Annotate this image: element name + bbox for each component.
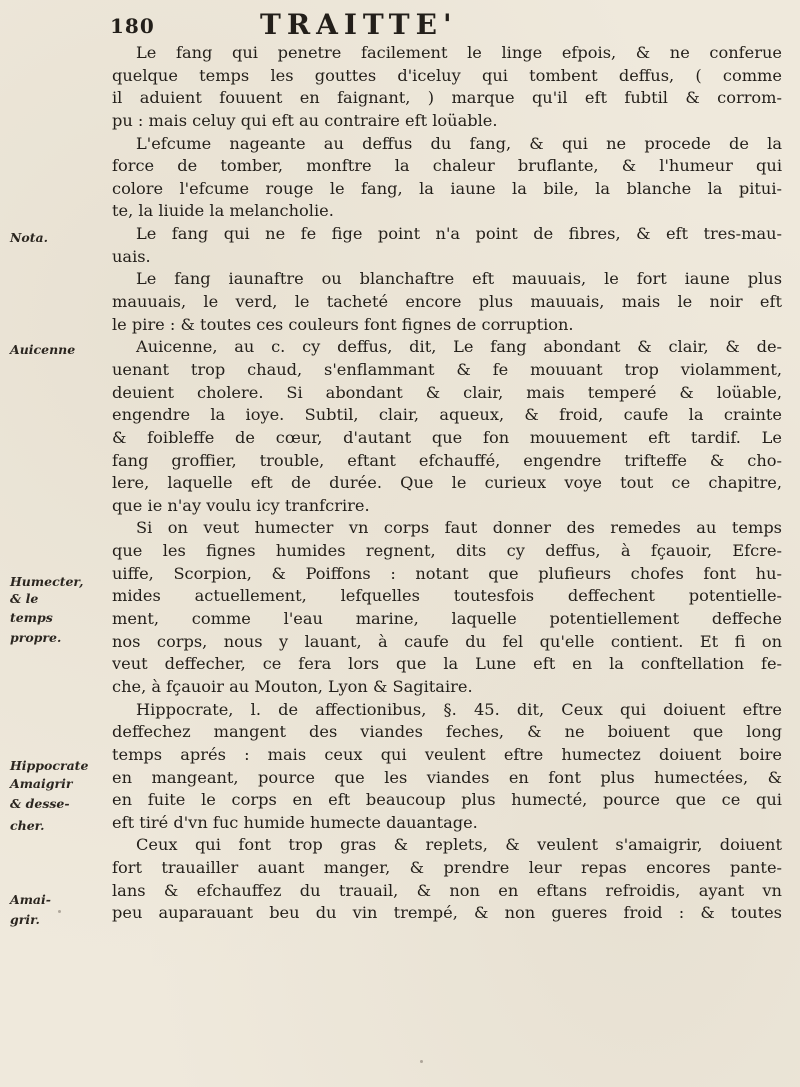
margin-note-humecter: temps: [10, 610, 53, 625]
text-line: Le fang qui penetre facilement le linge efpois, & ne conferue: [136, 43, 782, 62]
text-line: peu auparauant beu du vin trempé, & non gueres froid : & toutes: [112, 903, 782, 923]
text-line: lans & efchauffez du trauail, & non en eftans refroidis, ayant vn: [112, 880, 782, 900]
text-line: il aduient fouuent en faignant, ) marque qu'il eft fubtil & corrom-: [112, 88, 782, 108]
text-line: Le fang qui ne fe fige point n'a point de fibres, & eft tres-mau-: [136, 224, 782, 244]
margin-note-auicenne: Auicenne: [10, 342, 76, 357]
text-line: mauuais, le verd, le tacheté encore plus mauuais, mais le noir eft: [112, 292, 782, 312]
text-line: que les fignes humides regnent, dits cy deffus, à fçauoir, Efcre-: [112, 541, 782, 561]
text-line: Ceux qui font trop gras & replets, & veulent s'amaigrir, doiuent: [136, 835, 782, 855]
text-line: fort trauailler auant manger, & prendre leur repas encores pante-: [112, 858, 782, 878]
margin-note-amaigrir-2: grir.: [10, 912, 40, 927]
text-line: lere, laquelle eft de durée. Que le curieux voye tout ce chapitre,: [112, 473, 782, 493]
text-line: & foibleffe de cœur, d'autant que fon mouuement eft tardif. Le: [112, 427, 782, 447]
margin-note-hippocrate: Hippocrate: [10, 758, 89, 773]
text-line: engendre la ioye. Subtil, clair, aqueux, & froid, caufe la crainte: [112, 405, 782, 425]
text-line: quelque temps les gouttes d'iceluy qui tombent deffus, ( comme: [112, 65, 782, 85]
text-line: en fuite le corps en eft beaucoup plus humecté, pource que ce qui: [112, 790, 782, 810]
running-title: TRAITTE': [260, 8, 458, 41]
text-line: Hippocrate, l. de affectionibus, §. 45. dit, Ceux qui doiuent eftre: [136, 699, 782, 719]
text-line: Le fang iaunaftre ou blanchaftre eft mauuais, le fort iaune plus: [136, 269, 782, 289]
margin-note-humecter: & le: [10, 591, 39, 606]
text-line: Auicenne, au c. cy deffus, dit, Le fang abondant & clair, & de-: [136, 337, 782, 357]
paper-speck: [58, 910, 61, 913]
paper-speck: [742, 190, 745, 193]
page-header: [110, 8, 770, 42]
text-line: uiffe, Scorpion, & Poiffons : notant que plufieurs chofes font hu-: [112, 563, 782, 583]
paper-speck: [420, 1060, 423, 1063]
text-line: mides actuellement, lefquelles toutesfois deffechent potentielle-: [112, 586, 782, 606]
margin-note-amaigrir-2: Amai-: [10, 892, 51, 907]
text-line: en mangeant, pource que les viandes en font plus humectées, &: [112, 767, 782, 787]
text-line: eft tiré d'vn fuc humide humecte dauantage.: [112, 812, 478, 832]
text-line: deuient cholere. Si abondant & clair, mais temperé & loüable,: [112, 382, 782, 402]
text-line: uenant trop chaud, s'enflammant & fe mouuant trop violamment,: [112, 359, 782, 379]
text-line: Si on veut humecter vn corps faut donner des remedes au temps: [136, 518, 782, 538]
text-line: nos corps, nous y lauant, à caufe du fel qu'elle contient. Et fi on: [112, 631, 782, 651]
text-line: force de tomber, monftre la chaleur bruflante, & l'humeur qui: [112, 156, 782, 176]
page-number: 180: [110, 14, 155, 38]
text-line: temps aprés : mais ceux qui veulent eftre humectez doiuent boire: [112, 744, 782, 764]
text-line: L'efcume nageante au deffus du fang, & qui ne procede de la: [136, 133, 782, 153]
margin-note-amaigrir: Amaigrir: [10, 776, 73, 791]
text-line: que ie n'ay voulu icy tranfcrire.: [112, 495, 370, 515]
body-text: [112, 42, 782, 925]
text-line: uais.: [112, 246, 151, 266]
text-line: che, à fçauoir au Mouton, Lyon & Sagitaire.: [112, 676, 473, 696]
margin-notes: [0, 0, 108, 1087]
text-line: te, la liuide la melancholie.: [112, 201, 334, 221]
text-line: veut deffecher, ce fera lors que la Lune eft en la conftellation fe-: [112, 654, 782, 674]
text-line: fang groffier, trouble, eftant efchauffé, engendre trifteffe & cho-: [112, 450, 782, 470]
margin-note-amaigrir: cher.: [10, 818, 45, 833]
text-line: ment, comme l'eau marine, laquelle potentiellement deffeche: [112, 609, 782, 629]
text-line: pu : mais celuy qui eft au contraire eft loüable.: [112, 110, 498, 130]
margin-note-amaigrir: & desse-: [10, 796, 70, 811]
text-line: deffechez mangent des viandes feches, & ne boiuent que long: [112, 722, 782, 742]
margin-note-nota: Nota.: [10, 230, 48, 245]
text-line: colore l'efcume rouge le fang, la iaune la bile, la blanche la pitui-: [112, 178, 782, 198]
margin-note-humecter: propre.: [10, 630, 62, 645]
text-line: le pire : & toutes ces couleurs font fignes de corruption.: [112, 314, 574, 334]
margin-note-humecter: Humecter,: [10, 574, 84, 589]
